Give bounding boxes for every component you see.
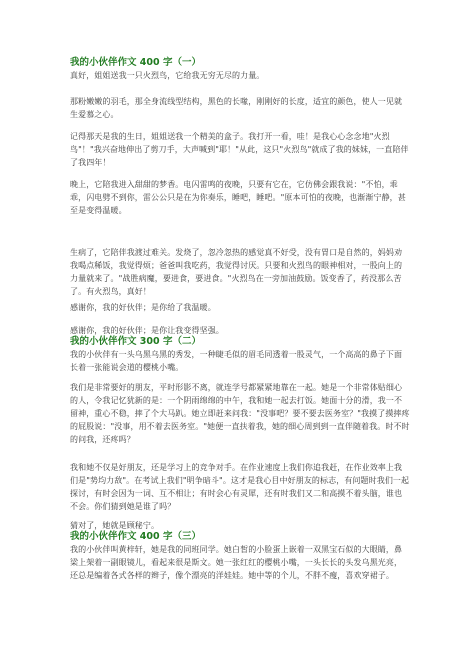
paragraph: 猜对了，她就是顾秘宁。	[70, 521, 160, 530]
paragraph: 我们是非常要好的朋友，平时形影不离，就连学号都紧紧地靠在一起。她是一个非常体贴细心的人，令我记忆犹新的是：一个阴雨绵绵的中午，我和她一起去打饭。她面十分的滑，我一不留神，重心不稳，摔了个大马趴。她立即赶来问我："没事吧？要不要去医务室？"我摸了摸摔疼的屁股说："没事，用不着去医务室。"她便一直扶着我，她的细心周到到一直伴随着我。时不时的问我，还疼吗？	[70, 383, 410, 444]
paragraph: 我的小伙伴有一头乌黑乌黑的秀发，一种睫毛似的眉毛同透着一股灵气，一个高高的鼻子下面长着一张能说会道的樱桃小嘴。	[70, 350, 403, 372]
section-title-2: 我的小伙伴作文 300 字（二）	[70, 336, 201, 347]
paragraph: 那粉嫩嫩的羽毛，那全身流线型结构，黑色的长喙，刚刚好的长度，适宜的颜色，使人一见就生爱慕之心。	[70, 97, 403, 119]
section-title-1: 我的小伙伴作文 400 字（一）	[70, 57, 201, 68]
paragraph: 感谢你，我的好伙伴；是你让我变得坚强。	[70, 326, 224, 335]
paragraph: 感谢你，我的好伙伴；是你给了我温暖。	[70, 303, 216, 312]
paragraph: 晚上，它陪我进入甜甜的梦香。电闪雷鸣的夜晚，只要有它在，它仿佛会跟我说："不怕，乖乖，闪电劈不到你，雷公公只是在为你奏乐，睡吧，睡吧。"原本可怕的夜晚，也渐渐宁静，甚至是变得温暖。	[70, 180, 406, 215]
paragraph: 记得那天是我的生日，姐姐送我一个精美的盒子。我打开一看，哇！是我心心念念地"火烈鸟"！"我兴奋地伸出了剪刀手，大声喊到"耶！"从此，这只"火烈鸟"就成了我的妹妹，一直陪伴了我四年！	[70, 132, 409, 167]
paragraph: 我和她不仅是好朋友，还是学习上的竞争对手。在作业速度上我们你追我赶，在作业效率上我们是"势均力敌"。在考试上我们"明争暗斗"。这才是我心目中好朋友的标志，有问题时我们一起探讨，有时会因为一词、互不相让；有时会心有灵犀，还有时我们又二和高摸不着头脑，谁也不会。你们猜到她是谁了吗？	[70, 463, 410, 511]
paragraph: 我的小伙伴叫黄梓轩，她是我的同班同学。她白皙的小脸蛋上嵌着一双黑宝石似的大眼睛，鼻梁上架着一副眼镜儿，看起来很是斯文。她一张红红的樱桃小嘴，一头长长的头发乌黑光亮，还总是编着各式各样的辫子，像个漂亮的洋娃娃。她中等的个儿，不胖不瘦，喜欢穿裙子。	[70, 545, 403, 580]
paragraph: 真好，姐姐送我一只火烈鸟，它给我无穷无尽的力量。	[70, 71, 265, 80]
section-title-3: 我的小伙伴作文 400 字（三）	[70, 531, 201, 542]
paragraph: 生病了，它陪伴我渡过难关。发烧了，忽冷忽热的感觉真不好受，没有胃口是自然的，妈妈劝我喝点稀饭，我觉得烦；爸爸叫我吃药，我觉得讨厌。只要和火烈鸟的眼神相对，一股向上的力量就来了。"战胜病魔，要进食，要进食。"火烈鸟在一旁加油鼓励。饭变香了，药没那么苦了。有火烈鸟，真好！	[70, 248, 403, 296]
